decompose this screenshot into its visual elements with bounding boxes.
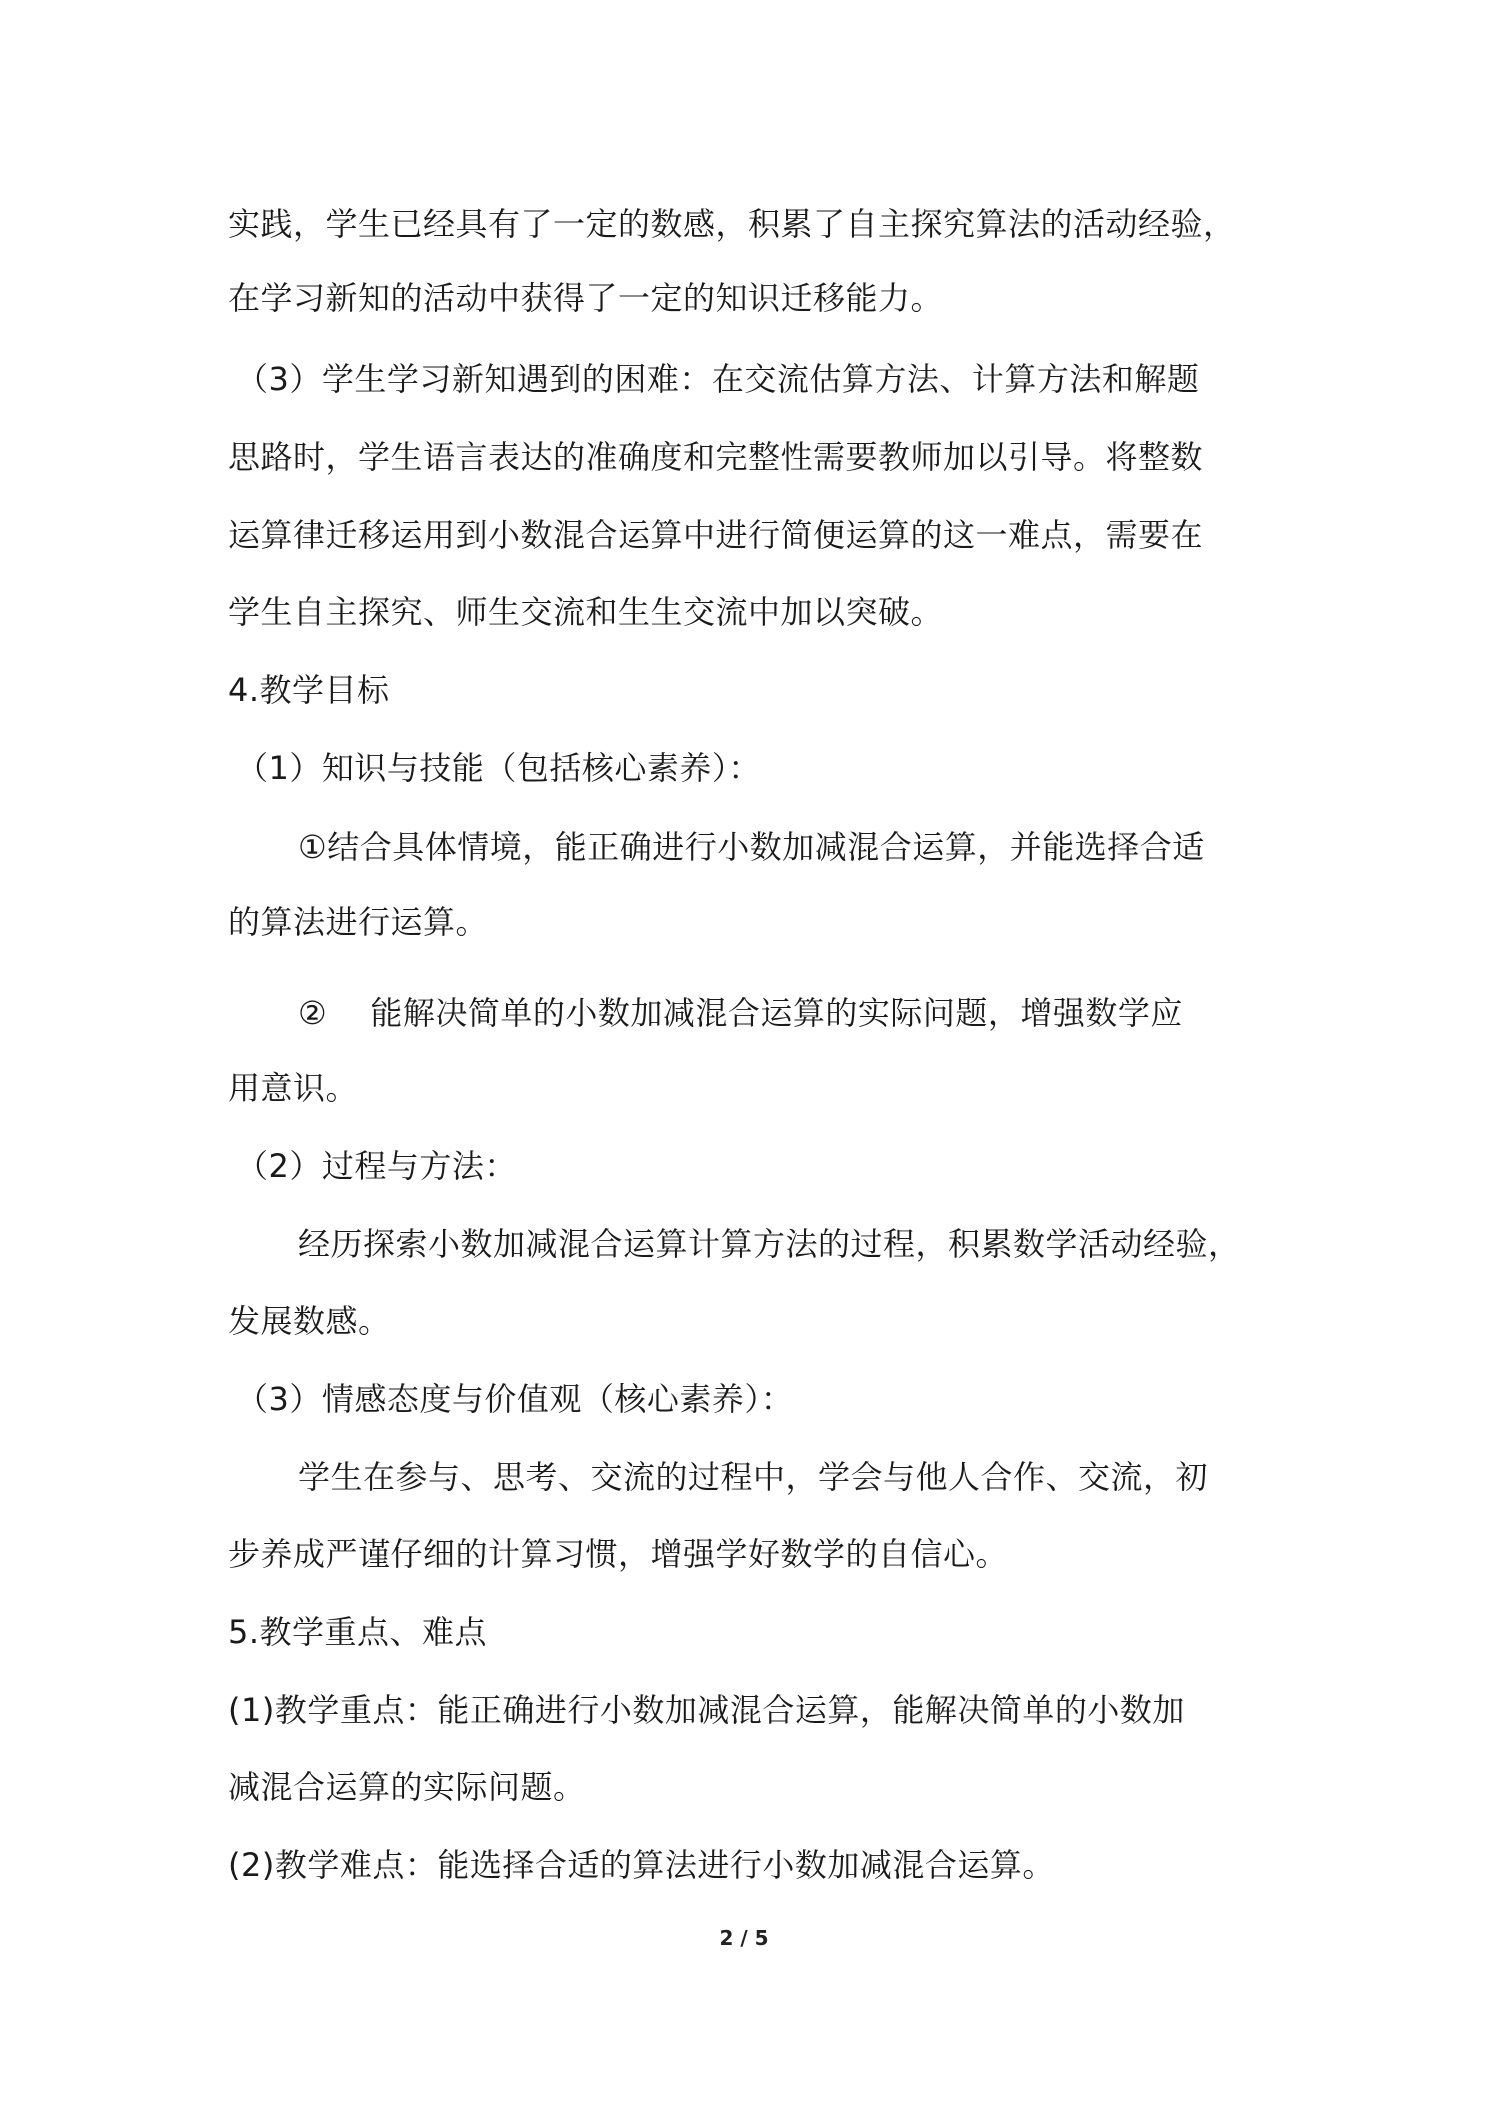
paragraph-line: 思路时，学生语言表达的准确度和完整性需要教师加以引导。将整数 [228, 438, 1204, 476]
paragraph-line: 经历探索小数加减混合运算计算方法的过程，积累数学活动经验， [298, 1225, 1241, 1263]
subsection-heading: （2）过程与方法： [236, 1147, 517, 1185]
paragraph-line: ①结合具体情境，能正确进行小数加减混合运算，并能选择合适 [298, 828, 1205, 866]
page-number: 2 / 5 [719, 1926, 769, 1950]
paragraph-line: 实践，学生已经具有了一定的数感，积累了自主探究算法的活动经验， [228, 205, 1236, 243]
paragraph-line: 发展数感。 [228, 1302, 391, 1340]
paragraph-line: 步养成严谨仔细的计算习惯，增强学好数学的自信心。 [228, 1535, 1009, 1573]
paragraph-line: (1)教学重点：能正确进行小数加减混合运算，能解决简单的小数加 [228, 1691, 1185, 1729]
section-heading: 4.教学目标 [228, 671, 390, 709]
paragraph-line: ② 能解决简单的小数加减混合运算的实际问题，增强数学应 [298, 994, 1183, 1032]
paragraph-line: 学生在参与、思考、交流的过程中，学会与他人合作、交流，初 [298, 1458, 1209, 1496]
paragraph-line: 学生自主探究、师生交流和生生交流中加以突破。 [228, 593, 944, 631]
paragraph-line: (2)教学难点：能选择合适的算法进行小数加减混合运算。 [228, 1846, 1055, 1884]
subsection-heading: （1）知识与技能（包括核心素养）： [236, 749, 761, 787]
section-heading: 5.教学重点、难点 [228, 1613, 488, 1651]
subsection-heading: （3）情感态度与价值观（核心素养）： [236, 1380, 794, 1418]
paragraph-line: 运算律迁移运用到小数混合运算中进行简便运算的这一难点，需要在 [228, 516, 1204, 554]
paragraph-line: 在学习新知的活动中获得了一定的知识迁移能力。 [228, 279, 944, 317]
paragraph-line: （3）学生学习新知遇到的困难：在交流估算方法、计算方法和解题 [236, 360, 1200, 398]
paragraph-line: 的算法进行运算。 [228, 903, 489, 941]
paragraph-line: 减混合运算的实际问题。 [228, 1768, 586, 1806]
paragraph-line: 用意识。 [228, 1069, 359, 1107]
